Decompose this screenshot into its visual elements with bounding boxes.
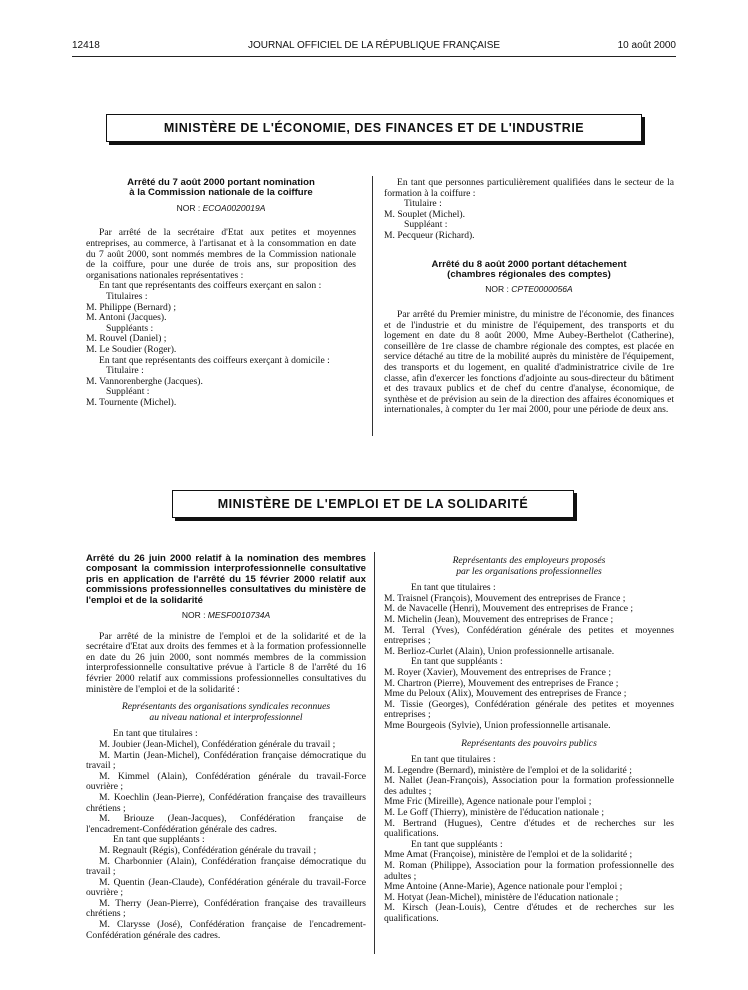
list-item: M. Traisnel (François), Mouvement des entreprises de France ; bbox=[384, 592, 626, 604]
list-item: M. Clarysse (José), Confédération française de l'encadrement-Confédération générale des cadres. bbox=[86, 919, 366, 941]
list-item: M. Therry (Jean-Pierre), Confédération française des travailleurs chrétiens ; bbox=[86, 897, 366, 920]
paragraph: En tant que représentants des coiffeurs exerçant en salon : bbox=[99, 280, 322, 292]
label: En tant que titulaires : bbox=[113, 728, 198, 740]
list-item: M. Philippe (Bernard) ; bbox=[86, 301, 177, 313]
list-item: M. Berlioz-Curlet (Alain), Union professionnelle artisanale. bbox=[384, 645, 615, 657]
running-header bbox=[72, 40, 676, 54]
list-item: M. Tournente (Michel). bbox=[86, 396, 177, 408]
list-item: Mme du Peloux (Alix), Mouvement des entreprises de France ; bbox=[384, 688, 627, 700]
list-item: M. Rouvel (Daniel) ; bbox=[86, 333, 167, 345]
list-item: M. Kirsch (Jean-Louis), Centre d'études et de recherches sur les qualifications. bbox=[384, 902, 674, 924]
list-item: M. Antoni (Jacques). bbox=[86, 312, 167, 324]
list-item: M. Hotyat (Jean-Michel), ministère de l'éducation nationale ; bbox=[384, 891, 619, 903]
header-rule bbox=[72, 56, 676, 57]
section-subheading: Représentants des employeurs proposés par les organisations professionnelles bbox=[452, 555, 606, 577]
list-item: Mme Amat (Françoise), ministère de l'emploi et de la solidarité ; bbox=[384, 849, 633, 861]
column-divider bbox=[374, 552, 375, 954]
nor-reference: NOR : CPTE0000056A bbox=[485, 284, 573, 295]
list-item: M. Legendre (Bernard), ministère de l'emploi et de la solidarité ; bbox=[384, 764, 632, 776]
label: En tant que titulaires : bbox=[411, 582, 496, 594]
list-item: Mme Bourgeois (Sylvie), Union professionnelle artisanale. bbox=[384, 719, 611, 731]
label: Titulaires : bbox=[106, 290, 148, 302]
list-item: M. Charbonnier (Alain), Confédération française démocratique du travail ; bbox=[86, 855, 366, 878]
arrete-title: Arrêté du 7 août 2000 portant nomination à la Commission nationale de la coiffure bbox=[127, 177, 315, 199]
label: En tant que suppléants : bbox=[411, 656, 503, 668]
label: En tant que titulaires : bbox=[411, 754, 496, 766]
list-item: M. Michelin (Jean), Mouvement des entreprises de France ; bbox=[384, 613, 614, 625]
section-subheading: Représentants des organisations syndicales reconnues au niveau national et interprofessionnel bbox=[121, 701, 331, 723]
list-item: M. Souplet (Michel). bbox=[384, 208, 466, 220]
arrete-title: Arrêté du 26 juin 2000 relatif à la nomination des membres composant la commission interprofessionnelle consultative pris en application de l'arrêté du 15 février 2000 relatif aux commissions professionnelles consultatives du ministère de l'emploi et de la solidarité bbox=[86, 553, 366, 606]
ministry1-right-column bbox=[384, 178, 674, 416]
label: Suppléant : bbox=[106, 386, 150, 398]
paragraph: Par arrêté de la ministre de l'emploi et de la solidarité et de la secrétaire d'Etat aux droits des femmes et à la formation professionnelle en date du 26 juin 2000, sont nommés membres de la commission interprofessionnelle consultative prévue à l'article 8 de l'arrêté du 16 février 2000 relatif aux commissions professionnelles consultatives du ministère de l'emploi et de la solidarité : bbox=[86, 630, 366, 695]
list-item: M. Nallet (Jean-François), Association pour la formation professionnelle des adultes ; bbox=[384, 775, 674, 797]
arrete-title: Arrêté du 8 août 2000 portant détachement (chambres régionales des comptes) bbox=[431, 258, 627, 280]
label: Titulaire : bbox=[106, 365, 144, 377]
journal-title: JOURNAL OFFICIEL DE LA RÉPUBLIQUE FRANÇAISE bbox=[247, 40, 501, 51]
ministry-heading-economie: MINISTÈRE DE L'ÉCONOMIE, DES FINANCES ET DE L'INDUSTRIE bbox=[106, 114, 642, 142]
list-item: M. Tissie (Georges), Confédération générale des petites et moyennes entreprises ; bbox=[384, 698, 674, 721]
list-item: M. Le Soudier (Roger). bbox=[86, 343, 177, 355]
list-item: Mme Fric (Mireille), Agence nationale pour l'emploi ; bbox=[384, 796, 592, 808]
list-item: M. Kimmel (Alain), Confédération générale du travail-Force ouvrière ; bbox=[86, 770, 366, 793]
label: En tant que suppléants : bbox=[411, 838, 503, 850]
paragraph: En tant que représentants des coiffeurs exerçant à domicile : bbox=[99, 354, 330, 366]
list-item: M. de Navacelle (Henri), Mouvement des entreprises de France ; bbox=[384, 603, 634, 615]
label: En tant que suppléants : bbox=[113, 834, 205, 846]
column-divider bbox=[372, 176, 373, 436]
list-item: M. Terral (Yves), Confédération générale des petites et moyennes entreprises ; bbox=[384, 624, 674, 647]
paragraph: En tant que personnes particulièrement qualifiées dans le secteur de la formation à la coiffure : bbox=[384, 177, 674, 199]
paragraph: Par arrêté du Premier ministre, du ministre de l'économie, des finances et de l'industrie et du ministre de l'équipement, des transports et du logement en date du 8 août 2000, Mme Aubey-Berthelot (Catherine), conseillère de 1re classe de chambre régionale des comptes, est placée en service détaché au titre de la mobilité auprès du ministère de l'équipement, des transports et du logement, en qualité d'administratrice civile de 1re classe, afin d'exercer les fonctions d'adjointe au sous-directeur du bâtiment et des travaux publics et de chef du centre d'analyse, économique, de synthèse et de prévision au sein de la direction des affaires économiques et internationales, à compter du 1er mai 2000, pour une période de deux ans. bbox=[384, 308, 674, 416]
nor-reference: NOR : MESF0010734A bbox=[181, 610, 271, 621]
list-item: M. Briouze (Jean-Jacques), Confédération française de l'encadrement-Confédération générale des cadres. bbox=[86, 813, 366, 835]
issue-date: 10 août 2000 bbox=[617, 40, 676, 51]
ministry-heading-emploi: MINISTÈRE DE L'EMPLOI ET DE LA SOLIDARITÉ bbox=[172, 490, 574, 518]
section-subheading: Représentants des pouvoirs publics bbox=[461, 737, 597, 749]
label: Suppléant : bbox=[404, 219, 448, 231]
list-item: M. Vannorenberghe (Jacques). bbox=[86, 375, 203, 387]
label: Suppléants : bbox=[106, 322, 154, 334]
list-item: M. Joubier (Jean-Michel), Confédération générale du travail ; bbox=[99, 738, 336, 750]
list-item: M. Chartron (Pierre), Mouvement des entreprises de France ; bbox=[384, 677, 619, 689]
list-item: M. Pecqueur (Richard). bbox=[384, 229, 475, 241]
nor-reference: NOR : ECOA0020019A bbox=[176, 202, 266, 213]
list-item: M. Koechlin (Jean-Pierre), Confédération française des travailleurs chrétiens ; bbox=[86, 791, 366, 814]
ministry2-right-column bbox=[384, 554, 674, 925]
ministry2-left-column bbox=[86, 554, 366, 941]
list-item: M. Martin (Jean-Michel), Confédération française démocratique du travail ; bbox=[86, 749, 366, 772]
page-number: 12418 bbox=[72, 40, 100, 51]
list-item: M. Le Goff (Thierry), ministère de l'éducation nationale ; bbox=[384, 807, 605, 819]
paragraph: Par arrêté de la secrétaire d'Etat aux petites et moyennes entreprises, au commerce, à l'artisanat et à la consommation en date du 7 août 2000, sont nommés membres de la Commission nationale de la coiffure, pour une durée de trois ans, sur proposition des organisations nationales représentatives : bbox=[86, 227, 356, 281]
list-item: Mme Antoine (Anne-Marie), Agence nationale pour l'emploi ; bbox=[384, 881, 623, 893]
list-item: M. Royer (Xavier), Mouvement des entreprises de France ; bbox=[384, 666, 611, 678]
list-item: M. Roman (Philippe), Association pour la formation professionnelle des adultes ; bbox=[384, 860, 674, 882]
list-item: M. Quentin (Jean-Claude), Confédération générale du travail-Force ouvrière ; bbox=[86, 876, 366, 899]
list-item: M. Bertrand (Hugues), Centre d'études et de recherches sur les qualifications. bbox=[384, 817, 674, 840]
label: Titulaire : bbox=[404, 198, 442, 210]
ministry1-left-column bbox=[86, 178, 356, 409]
list-item: M. Regnault (Régis), Confédération générale du travail ; bbox=[99, 844, 317, 856]
